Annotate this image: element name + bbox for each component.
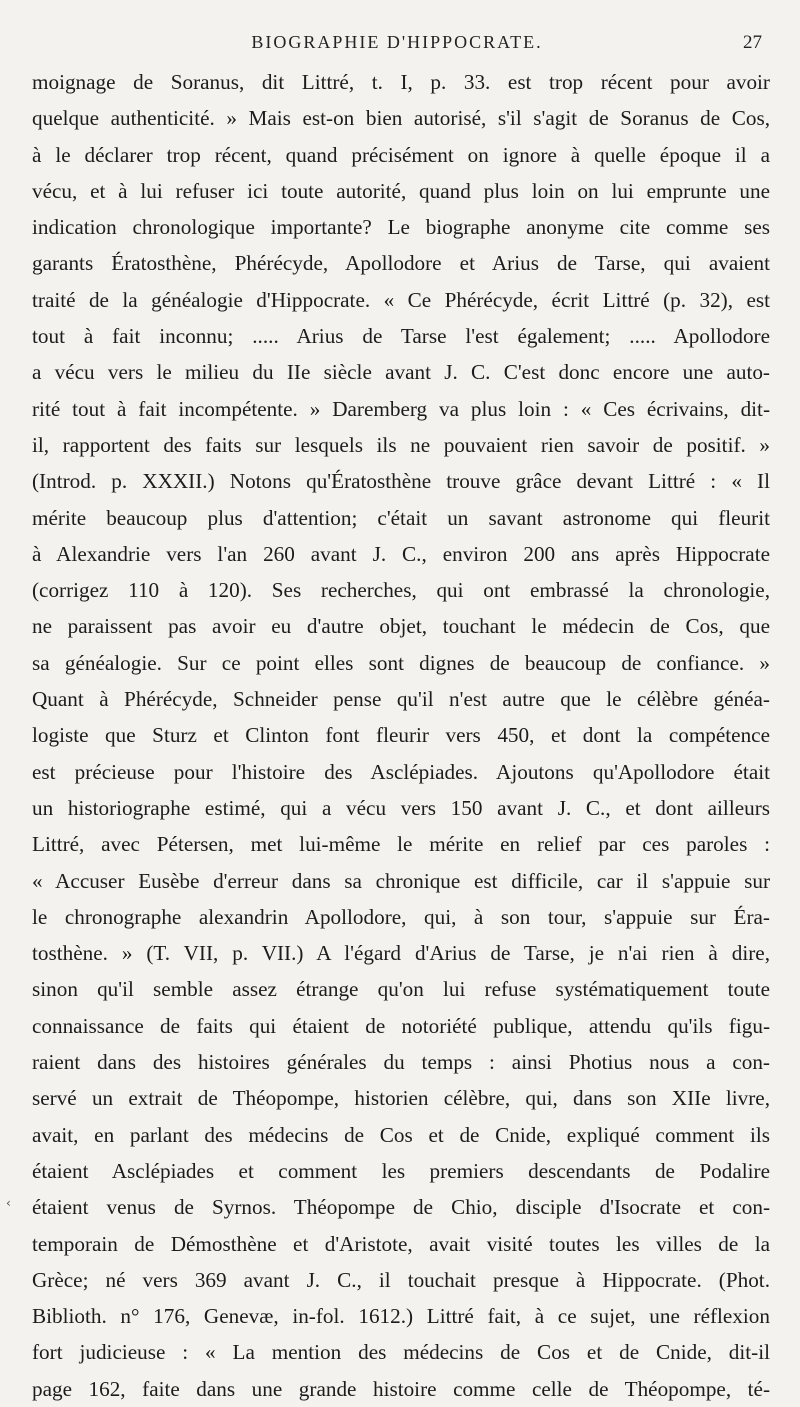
text-line: avait, en parlant des médecins de Cos et de Cnide, expliqué comment ils [32, 1122, 770, 1147]
text-line: un historiographe estimé, qui a vécu vers 150 avant J. C., et dont ailleurs [32, 795, 770, 820]
text-line: indication chronologique importante? Le biographe anonyme cite comme ses [32, 215, 770, 240]
text-line: à le déclarer trop récent, quand précisément on ignore à quelle époque il a [32, 142, 770, 167]
text-line: le chronographe alexandrin Apollodore, qui, à son tour, s'appuie sur Éra- [32, 904, 770, 929]
text-line: Quant à Phérécyde, Schneider pense qu'il n'est autre que le célèbre généa- [32, 687, 770, 712]
text-line: étaient venus de Syrnos. Théopompe de Chio, disciple d'Isocrate et con- [32, 1195, 770, 1220]
text-line: Biblioth. n° 176, Genevæ, in-fol. 1612.) Littré fait, à ce sujet, une réflexion [32, 1304, 770, 1329]
text-line: (Introd. p. XXXII.) Notons qu'Ératosthène trouve grâce devant Littré : « Il [32, 469, 770, 494]
text-line: Grèce; né vers 369 avant J. C., il touchait presque à Hippocrate. (Phot. [32, 1267, 770, 1292]
text-line: mérite beaucoup plus d'attention; c'était un savant astronome qui fleurit [32, 505, 770, 530]
running-head: BIOGRAPHIE D'HIPPOCRATE. [251, 32, 543, 52]
text-line: temporain de Démosthène et d'Aristote, avait visité toutes les villes de la [32, 1231, 770, 1256]
text-line: garants Ératosthène, Phérécyde, Apollodore et Arius de Tarse, qui avaient [32, 251, 770, 276]
text-line: à Alexandrie vers l'an 260 avant J. C., environ 200 ans après Hippocrate [32, 541, 770, 566]
page-header [32, 32, 762, 58]
text-line: logiste que Sturz et Clinton font fleurir vers 450, et dont la compétence [32, 723, 770, 748]
margin-mark: ‹ [6, 1196, 11, 1210]
text-line: fort judicieuse : « La mention des médecins de Cos et de Cnide, dit-il [32, 1340, 770, 1365]
text-line: (corrigez 110 à 120). Ses recherches, qui ont embrassé la chronologie, [32, 578, 770, 603]
text-line: connaissance de faits qui étaient de notoriété publique, attendu qu'ils figu- [32, 1013, 770, 1038]
text-line: traité de la généalogie d'Hippocrate. « Ce Phérécyde, écrit Littré (p. 32), est [32, 287, 770, 312]
text-line: vécu, et à lui refuser ici toute autorité, quand plus loin on lui emprunte une [32, 178, 770, 203]
text-line: raient dans des histoires générales du temps : ainsi Photius nous a con- [32, 1050, 770, 1075]
body-text [32, 64, 770, 1407]
text-line: Littré, avec Pétersen, met lui-même le mérite en relief par ces paroles : [32, 832, 770, 857]
text-line: sa généalogie. Sur ce point elles sont dignes de beaucoup de confiance. » [32, 650, 770, 675]
text-line: a vécu vers le milieu du IIe siècle avant J. C. C'est donc encore une auto- [32, 360, 770, 385]
page-number: 27 [743, 32, 762, 53]
text-line: ne paraissent pas avoir eu d'autre objet, touchant le médecin de Cos, que [32, 614, 770, 639]
text-line: moignage de Soranus, dit Littré, t. I, p. 33. est trop récent pour avoir [32, 70, 770, 94]
text-line: étaient Asclépiades et comment les premiers descendants de Podalire [32, 1158, 770, 1183]
text-line: page 162, faite dans une grande histoire comme celle de Théopompe, té- [32, 1376, 770, 1401]
text-line: tout à fait inconnu; ..... Arius de Tarse l'est également; ..... Apollodore [32, 324, 770, 349]
text-line: servé un extrait de Théopompe, historien célèbre, qui, dans son XIIe livre, [32, 1086, 770, 1111]
text-line: sinon qu'il semble assez étrange qu'on lui refuse systématiquement toute [32, 977, 770, 1002]
text-line: est précieuse pour l'histoire des Asclépiades. Ajoutons qu'Apollodore était [32, 759, 770, 784]
text-line: « Accuser Eusèbe d'erreur dans sa chronique est difficile, car il s'appuie sur [32, 868, 770, 893]
text-line: il, rapportent des faits sur lesquels ils ne pouvaient rien savoir de positif. » [32, 432, 770, 457]
text-line: quelque authenticité. » Mais est-on bien autorisé, s'il s'agit de Soranus de Cos, [32, 106, 770, 131]
text-line: tosthène. » (T. VII, p. VII.) A l'égard d'Arius de Tarse, je n'ai rien à dire, [32, 941, 770, 966]
text-line: rité tout à fait incompétente. » Daremberg va plus loin : « Ces écrivains, dit- [32, 396, 770, 421]
